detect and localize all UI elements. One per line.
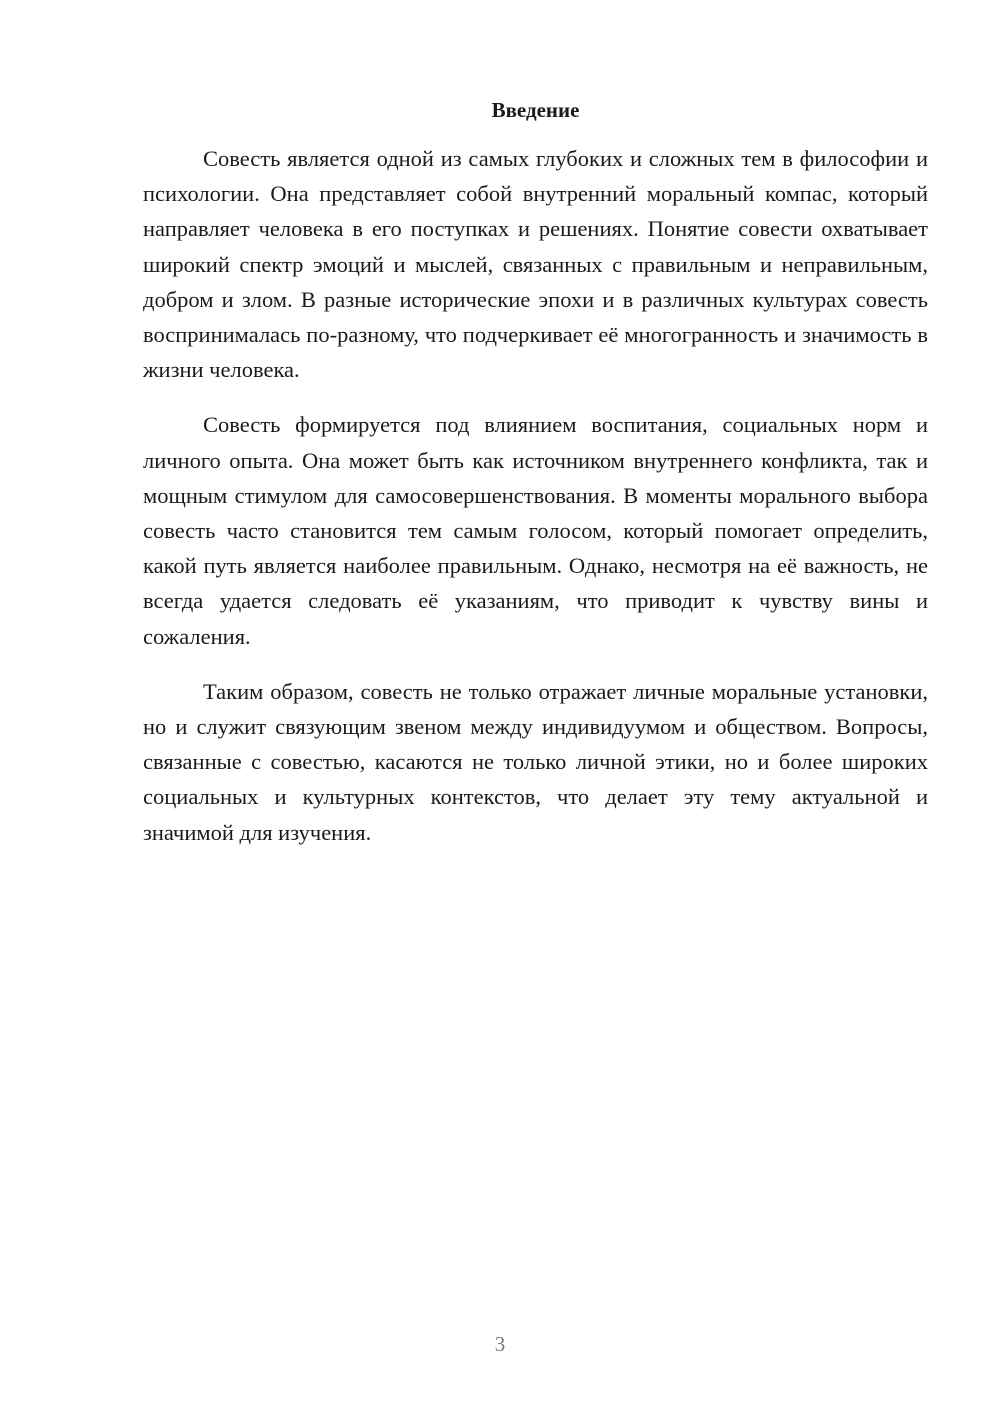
page-number: 3 (494, 1332, 506, 1356)
paragraph-2: Совесть формируется под влиянием воспитания, социальных норм и личного опыта. Она может быть как источником внутреннего конфликта, так и мощным стимулом для самосовершенствования. В моменты морального выбора совесть часто становится тем самым голосом, который помогает определить, какой путь является наиболее правильным. Однако, несмотря на её важность, не всегда удается следовать её указаниям, что приводит к чувству вины и сожаления. (143, 412, 928, 649)
paragraph-3: Таким образом, совесть не только отражает личные моральные установки, но и служит связующим звеном между индивидуумом и обществом. Вопросы, связанные с совестью, касаются не только личной этики, но и более широких социальных и культурных контекстов, что делает эту тему актуальной и значимой для изучения. (143, 678, 928, 845)
section-heading: Введение (491, 98, 580, 122)
paragraph-1: Совесть является одной из самых глубоких и сложных тем в философии и психологии. Она представляет собой внутренний моральный компас, который направляет человека в его поступках и решениях. Понятие совести охватывает широкий спектр эмоций и мыслей, связанных с правильным и неправильным, добром и злом. В разные исторические эпохи и в различных культурах совесть воспринималась по-разному, что подчеркивает её многогранность и значимость в жизни человека. (143, 146, 928, 383)
page-content (143, 92, 928, 870)
